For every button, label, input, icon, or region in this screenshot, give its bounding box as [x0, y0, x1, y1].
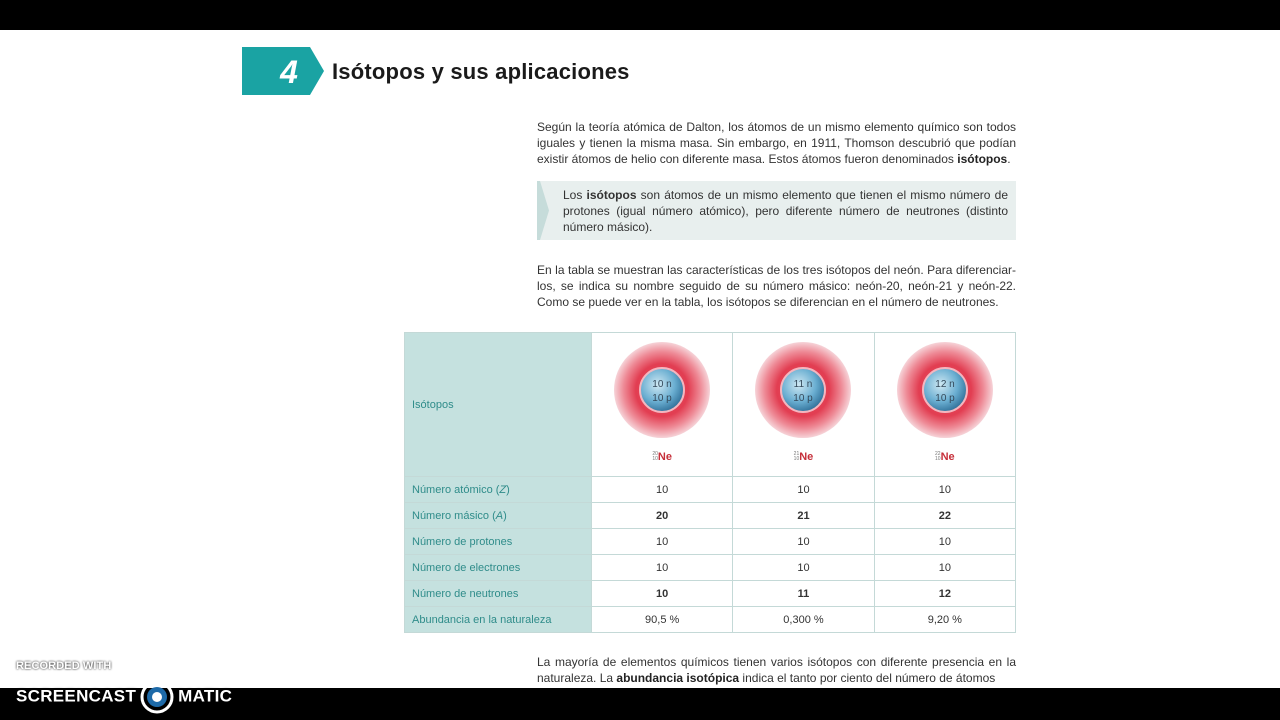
table-cell: 22	[874, 503, 1015, 529]
watermark-right: MATIC	[178, 686, 233, 706]
table-cell: 9,20 %	[874, 607, 1015, 633]
table-row	[405, 529, 1016, 555]
row-label: Número de neutrones	[405, 581, 592, 607]
table-cell: 10	[592, 477, 733, 503]
atomic-number-script: 10	[652, 456, 658, 463]
closing-paragraph: La mayoría de elementos químicos tienen varios isótopos con diferente presencia en la naturaleza. La abundancia isotópica indica el tanto por ciento del número de átomos	[537, 655, 1016, 686]
table-cell: 10	[592, 555, 733, 581]
atom-diagram-icon	[754, 341, 852, 439]
textbook-page	[0, 30, 1280, 688]
isotope-cell	[874, 333, 1015, 477]
table-cell: 0,300 %	[733, 607, 874, 633]
atom-diagram-icon	[613, 341, 711, 439]
definition-text: Los isótopos son átomos de un mismo elemento que tienen el mismo número de protones (igual número atómico), pero diferente número de neutrones (distinto número másico).	[563, 188, 1008, 235]
table-row	[405, 477, 1016, 503]
row-label: Número másico (A)	[405, 503, 592, 529]
table-cell: 10	[592, 529, 733, 555]
table-row	[405, 607, 1016, 633]
section-number: 4	[280, 54, 298, 90]
row-label: Número atómico (Z)	[405, 477, 592, 503]
mass-number-script: 22	[935, 451, 941, 458]
table-cell: 11	[733, 581, 874, 607]
table-cell: 90,5 %	[592, 607, 733, 633]
element-symbol: Ne	[799, 451, 814, 463]
table-row	[405, 503, 1016, 529]
table-cell: 10	[733, 555, 874, 581]
isotope-table	[404, 332, 1016, 633]
nucleus-neutrons: 11 n	[794, 379, 813, 390]
table-row	[405, 581, 1016, 607]
table-cell: 21	[733, 503, 874, 529]
isotope-header-row	[405, 333, 1016, 477]
screencast-watermark	[16, 660, 233, 706]
row-label: Abundancia en la naturaleza	[405, 607, 592, 633]
table-row	[405, 555, 1016, 581]
section-number-badge	[242, 47, 324, 95]
table-cell: 10	[733, 529, 874, 555]
watermark-recorded: RECORDED WITH	[16, 660, 112, 672]
table-cell: 10	[592, 581, 733, 607]
nucleus-neutrons: 12 n	[935, 379, 955, 390]
row-label: Número de electrones	[405, 555, 592, 581]
table-cell: 12	[874, 581, 1015, 607]
isotope-symbol	[592, 451, 732, 463]
isotope-header-label: Isótopos	[405, 333, 592, 477]
definition-box	[537, 181, 1016, 240]
atomic-number-script: 10	[935, 456, 941, 463]
nucleus-protons: 10 p	[935, 393, 955, 404]
nucleus-neutrons: 10 n	[652, 379, 672, 390]
isotope-symbol	[875, 451, 1015, 463]
definition-marker	[537, 181, 549, 240]
watermark-left: SCREENCAST	[16, 686, 137, 706]
mass-number-script: 21	[793, 451, 800, 458]
mass-number-script: 20	[652, 451, 658, 458]
isotope-symbol	[733, 451, 873, 463]
screencast-logo-icon	[140, 680, 174, 714]
isotope-cell	[592, 333, 733, 477]
table-cell: 10	[874, 529, 1015, 555]
element-symbol: Ne	[657, 451, 672, 463]
intro-paragraph: Según la teoría atómica de Dalton, los átomos de un mismo elemento químico son todos iguales y tienen la misma masa. Sin embargo, en 1911, Thomson descubrió que podían existir átomos de helio con diferente masa. Estos átomos fueron denominados isótopos.	[537, 120, 1016, 167]
element-symbol: Ne	[940, 451, 955, 463]
table-intro-paragraph: En la tabla se muestran las características de los tres isótopos del neón. Para diferenciarlos, se indica su nombre seguido de su número másico: neón-20, neón-21 y neón-22. Como se puede ver en la tabla, los isótopos se diferencian en el número de neutrones.	[537, 263, 1016, 310]
isotope-cell	[733, 333, 874, 477]
table-cell: 10	[874, 555, 1015, 581]
section-title: Isótopos y sus aplicaciones	[332, 59, 630, 84]
nucleus-protons: 10 p	[652, 393, 672, 404]
table-cell: 10	[874, 477, 1015, 503]
atomic-number-script: 10	[793, 456, 800, 463]
table-cell: 20	[592, 503, 733, 529]
table-cell: 10	[733, 477, 874, 503]
nucleus-protons: 10 p	[793, 393, 814, 404]
atom-diagram-icon	[896, 341, 994, 439]
row-label: Número de protones	[405, 529, 592, 555]
